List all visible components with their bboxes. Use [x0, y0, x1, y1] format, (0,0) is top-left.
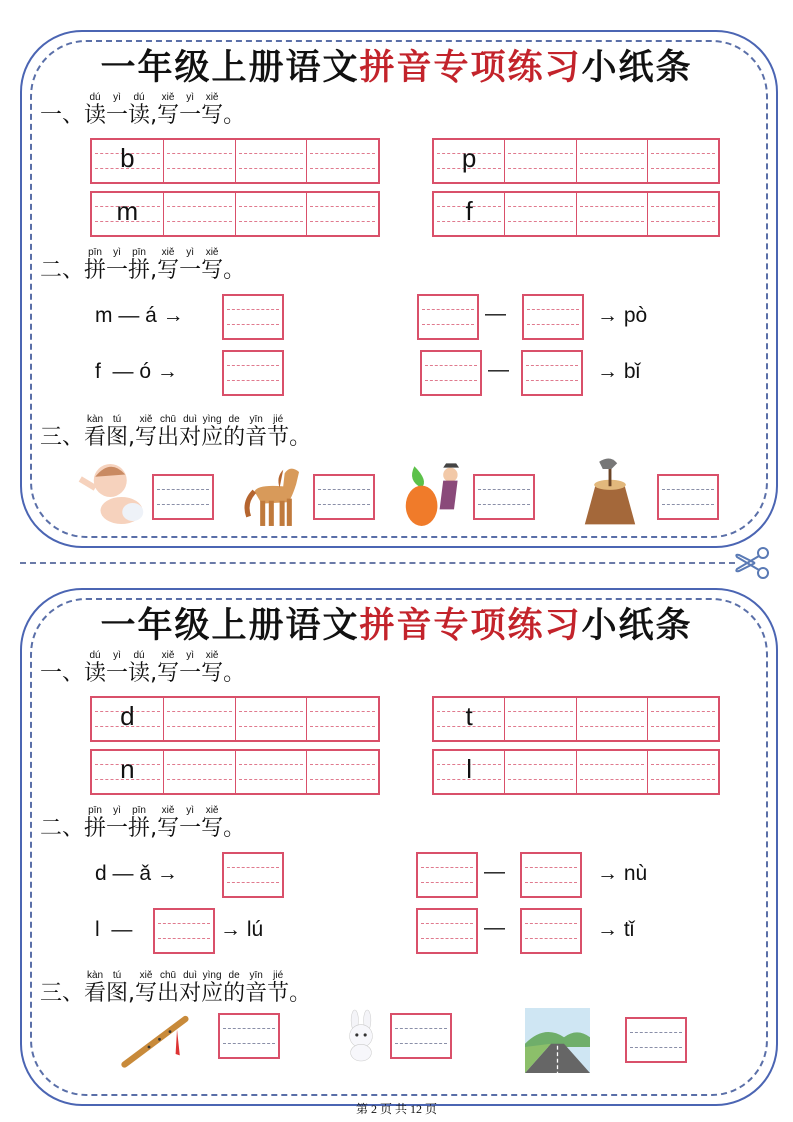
- hanzi-with-pinyin: 对duì: [179, 414, 202, 450]
- guide-lines: [508, 711, 572, 727]
- hanzi-with-pinyin: ,: [150, 103, 158, 128]
- hanzi-with-pinyin: 一yì: [179, 247, 202, 283]
- writing-grid: [432, 138, 720, 184]
- guide-lines: [580, 206, 644, 222]
- letter: l: [466, 754, 473, 784]
- hanzi-with-pinyin: 写xiě: [135, 970, 158, 1006]
- writing-cell[interactable]: [307, 193, 378, 235]
- title-part3: 小纸条: [581, 605, 693, 646]
- answer-box[interactable]: [625, 1017, 687, 1063]
- writing-grid: [432, 749, 720, 795]
- hanzi-with-pinyin: 节jié: [267, 414, 290, 450]
- hanzi-with-pinyin: 读dú: [128, 650, 151, 686]
- baby-icon: [75, 458, 153, 533]
- guide-lines: [422, 309, 474, 325]
- hanzi-with-pinyin: 看kàn: [84, 414, 107, 450]
- writing-grid: [90, 696, 380, 742]
- guide-lines: [478, 489, 530, 505]
- guide-lines: [239, 153, 304, 169]
- guide-lines: [227, 309, 279, 325]
- hanzi-with-pinyin: 应yìng: [201, 414, 224, 450]
- writing-cell[interactable]: [505, 140, 576, 182]
- guide-lines: [525, 923, 577, 939]
- guide-lines: [651, 711, 715, 727]
- section-number: 二、: [40, 258, 85, 283]
- writing-grid: [432, 696, 720, 742]
- writing-grid: [432, 191, 720, 237]
- horse-icon: [240, 456, 312, 534]
- hanzi-with-pinyin: 出chū: [157, 414, 180, 450]
- writing-cell[interactable]: [164, 751, 236, 793]
- hanzi-with-pinyin: ,: [150, 661, 158, 686]
- hanzi-with-pinyin: 。: [223, 103, 246, 128]
- hanzi-with-pinyin: 一yì: [106, 650, 129, 686]
- guide-lines: [239, 206, 304, 222]
- answer-box[interactable]: [416, 908, 478, 954]
- hanzi-with-pinyin: 的de: [223, 414, 246, 450]
- hanzi-with-pinyin: 写xiě: [157, 92, 180, 128]
- guide-lines: [167, 153, 232, 169]
- writing-grid: [90, 749, 380, 795]
- section-heading-spell: [40, 805, 245, 840]
- writing-cell[interactable]: [577, 698, 648, 740]
- writing-cell[interactable]: [92, 193, 164, 235]
- guide-lines: [395, 1028, 447, 1044]
- flute-icon: [100, 1005, 212, 1075]
- guide-lines: [157, 489, 209, 505]
- hanzi-with-pinyin: 节jié: [267, 970, 290, 1006]
- answer-box[interactable]: [420, 350, 482, 396]
- hanzi-with-pinyin: 写xiě: [201, 247, 224, 283]
- answer-box[interactable]: [521, 350, 583, 396]
- writing-grid: [90, 138, 380, 184]
- hanzi-with-pinyin: 。: [223, 816, 246, 841]
- hanzi-with-pinyin: 写xiě: [201, 650, 224, 686]
- spell-target: → tǐ: [597, 918, 635, 941]
- title-part2: 拼音专项练习: [359, 47, 582, 88]
- writing-cell[interactable]: [92, 698, 164, 740]
- hanzi-with-pinyin: 写xiě: [135, 414, 158, 450]
- guide-lines: [167, 711, 232, 727]
- dash-symbol: —: [488, 358, 509, 381]
- hanzi-with-pinyin: 读dú: [84, 650, 107, 686]
- guide-lines: [526, 365, 578, 381]
- guide-lines: [167, 206, 232, 222]
- spell-prompt: d — ǎ →: [95, 862, 178, 885]
- writing-cell[interactable]: [434, 751, 505, 793]
- hanzi-with-pinyin: 写xiě: [201, 805, 224, 841]
- dash-symbol: —: [485, 302, 506, 325]
- hanzi-with-pinyin: 一yì: [179, 92, 202, 128]
- guide-lines: [651, 153, 715, 169]
- hanzi-with-pinyin: 对duì: [179, 970, 202, 1006]
- spell-target: → bǐ: [597, 360, 641, 383]
- hanzi-with-pinyin: 。: [223, 258, 246, 283]
- title-part1: 一年级上册语文: [100, 47, 360, 88]
- section-number: 二、: [40, 816, 85, 841]
- hanzi-with-pinyin: 一yì: [179, 805, 202, 841]
- hanzi-with-pinyin: 看kàn: [84, 970, 107, 1006]
- answer-box[interactable]: [222, 852, 284, 898]
- section-heading-spell: [40, 247, 245, 282]
- writing-cell[interactable]: [434, 193, 505, 235]
- writing-cell[interactable]: [164, 140, 236, 182]
- guide-lines: [508, 153, 572, 169]
- letter: t: [465, 701, 473, 731]
- hanzi-with-pinyin: 写xiě: [201, 92, 224, 128]
- hanzi-with-pinyin: 应yìng: [201, 970, 224, 1006]
- guide-lines: [508, 206, 572, 222]
- guide-lines: [421, 867, 473, 883]
- writing-cell[interactable]: [648, 751, 718, 793]
- hanzi-with-pinyin: ,: [128, 981, 136, 1006]
- answer-box[interactable]: [657, 474, 719, 520]
- writing-grid: [90, 191, 380, 237]
- answer-box[interactable]: [520, 852, 582, 898]
- letter: d: [120, 701, 135, 731]
- hanzi-with-pinyin: 写xiě: [157, 650, 180, 686]
- writing-cell[interactable]: [92, 751, 164, 793]
- writing-cell[interactable]: [505, 698, 576, 740]
- hanzi-with-pinyin: 一yì: [106, 805, 129, 841]
- writing-cell[interactable]: [505, 751, 576, 793]
- writing-cell[interactable]: [434, 140, 505, 182]
- hanzi-with-pinyin: 拼pīn: [128, 805, 151, 841]
- guide-lines: [310, 153, 375, 169]
- writing-cell[interactable]: [236, 193, 308, 235]
- guide-lines: [310, 711, 375, 727]
- writing-cell[interactable]: [648, 698, 718, 740]
- guide-lines: [630, 1032, 682, 1048]
- writing-cell[interactable]: [236, 751, 308, 793]
- title-part2: 拼音专项练习: [359, 605, 582, 646]
- worksheet-title: [0, 598, 793, 648]
- writing-cell[interactable]: [164, 193, 236, 235]
- hanzi-with-pinyin: 的de: [223, 970, 246, 1006]
- letter: b: [120, 143, 135, 173]
- section-heading-picture: [40, 414, 311, 449]
- writing-cell[interactable]: [648, 140, 718, 182]
- spell-prompt: l —: [95, 918, 133, 941]
- answer-box[interactable]: [522, 294, 584, 340]
- spell-target: → pò: [597, 304, 648, 327]
- hanzi-with-pinyin: ,: [150, 816, 158, 841]
- answer-box[interactable]: [222, 294, 284, 340]
- hanzi-with-pinyin: ,: [150, 258, 158, 283]
- scissors-icon: [733, 545, 773, 581]
- hanzi-with-pinyin: 音yīn: [245, 414, 268, 450]
- answer-box[interactable]: [473, 474, 535, 520]
- spell-prompt: m — á →: [95, 304, 184, 327]
- hanzi-with-pinyin: 拼pīn: [84, 247, 107, 283]
- rabbit-icon: [335, 998, 387, 1074]
- writing-cell[interactable]: [577, 751, 648, 793]
- answer-box[interactable]: [390, 1013, 452, 1059]
- guide-lines: [651, 764, 715, 780]
- answer-box[interactable]: [218, 1013, 280, 1059]
- cut-line: [20, 562, 735, 564]
- hanzi-with-pinyin: ,: [128, 425, 136, 450]
- dash-symbol: —: [484, 916, 505, 939]
- writing-cell[interactable]: [307, 751, 378, 793]
- guide-lines: [580, 711, 644, 727]
- answer-box[interactable]: [152, 474, 214, 520]
- answer-box[interactable]: [520, 908, 582, 954]
- hanzi-with-pinyin: 。: [289, 981, 312, 1006]
- writing-cell[interactable]: [505, 193, 576, 235]
- hanzi-with-pinyin: 出chū: [157, 970, 180, 1006]
- guide-lines: [167, 764, 232, 780]
- carrot-puller-icon: [400, 456, 472, 534]
- section-number: 一、: [40, 661, 85, 686]
- writing-cell[interactable]: [236, 140, 308, 182]
- guide-lines: [580, 153, 644, 169]
- guide-lines: [310, 764, 375, 780]
- writing-cell[interactable]: [577, 140, 648, 182]
- guide-lines: [310, 206, 375, 222]
- writing-cell[interactable]: [164, 698, 236, 740]
- hanzi-with-pinyin: 读dú: [84, 92, 107, 128]
- road-icon: [500, 1008, 615, 1073]
- writing-cell[interactable]: [434, 698, 505, 740]
- guide-lines: [662, 489, 714, 505]
- hanzi-with-pinyin: 写xiě: [157, 805, 180, 841]
- letter: f: [465, 196, 473, 226]
- answer-box[interactable]: [416, 852, 478, 898]
- tree-stump-axe-icon: [568, 456, 652, 528]
- hanzi-with-pinyin: 一yì: [106, 247, 129, 283]
- guide-lines: [227, 365, 279, 381]
- hanzi-with-pinyin: 图tú: [106, 970, 129, 1006]
- hanzi-with-pinyin: 拼pīn: [84, 805, 107, 841]
- answer-box[interactable]: [153, 908, 215, 954]
- guide-lines: [525, 867, 577, 883]
- guide-lines: [527, 309, 579, 325]
- writing-cell[interactable]: [577, 193, 648, 235]
- page-footer: 第 2 页 共 12 页: [355, 1102, 437, 1116]
- section-number: 三、: [40, 425, 85, 450]
- writing-cell[interactable]: [92, 140, 164, 182]
- answer-box[interactable]: [313, 474, 375, 520]
- title-part3: 小纸条: [581, 47, 693, 88]
- writing-cell[interactable]: [236, 698, 308, 740]
- section-number: 一、: [40, 103, 85, 128]
- answer-box[interactable]: [222, 350, 284, 396]
- hanzi-with-pinyin: 。: [289, 425, 312, 450]
- writing-cell[interactable]: [307, 140, 378, 182]
- worksheet-title: [0, 40, 793, 90]
- guide-lines: [318, 489, 370, 505]
- writing-cell[interactable]: [648, 193, 718, 235]
- hanzi-with-pinyin: 读dú: [128, 92, 151, 128]
- guide-lines: [227, 867, 279, 883]
- spell-result: → lú: [220, 918, 264, 941]
- section-number: 三、: [40, 981, 85, 1006]
- guide-lines: [239, 764, 304, 780]
- section-heading-read: [40, 650, 245, 685]
- spell-target: → nù: [597, 862, 648, 885]
- guide-lines: [421, 923, 473, 939]
- answer-box[interactable]: [417, 294, 479, 340]
- hanzi-with-pinyin: 。: [223, 661, 246, 686]
- writing-cell[interactable]: [307, 698, 378, 740]
- guide-lines: [158, 923, 210, 939]
- guide-lines: [580, 764, 644, 780]
- section-heading-read: [40, 92, 245, 127]
- dash-symbol: —: [484, 860, 505, 883]
- letter: m: [116, 196, 139, 226]
- spell-prompt: f — ó →: [95, 360, 178, 383]
- guide-lines: [508, 764, 572, 780]
- hanzi-with-pinyin: 图tú: [106, 414, 129, 450]
- guide-lines: [425, 365, 477, 381]
- guide-lines: [223, 1028, 275, 1044]
- section-heading-picture: [40, 970, 311, 1005]
- letter: n: [120, 754, 135, 784]
- hanzi-with-pinyin: 音yīn: [245, 970, 268, 1006]
- guide-lines: [651, 206, 715, 222]
- guide-lines: [239, 711, 304, 727]
- hanzi-with-pinyin: 一yì: [106, 92, 129, 128]
- hanzi-with-pinyin: 拼pīn: [128, 247, 151, 283]
- hanzi-with-pinyin: 写xiě: [157, 247, 180, 283]
- hanzi-with-pinyin: 一yì: [179, 650, 202, 686]
- letter: p: [461, 143, 477, 173]
- title-part1: 一年级上册语文: [100, 605, 360, 646]
